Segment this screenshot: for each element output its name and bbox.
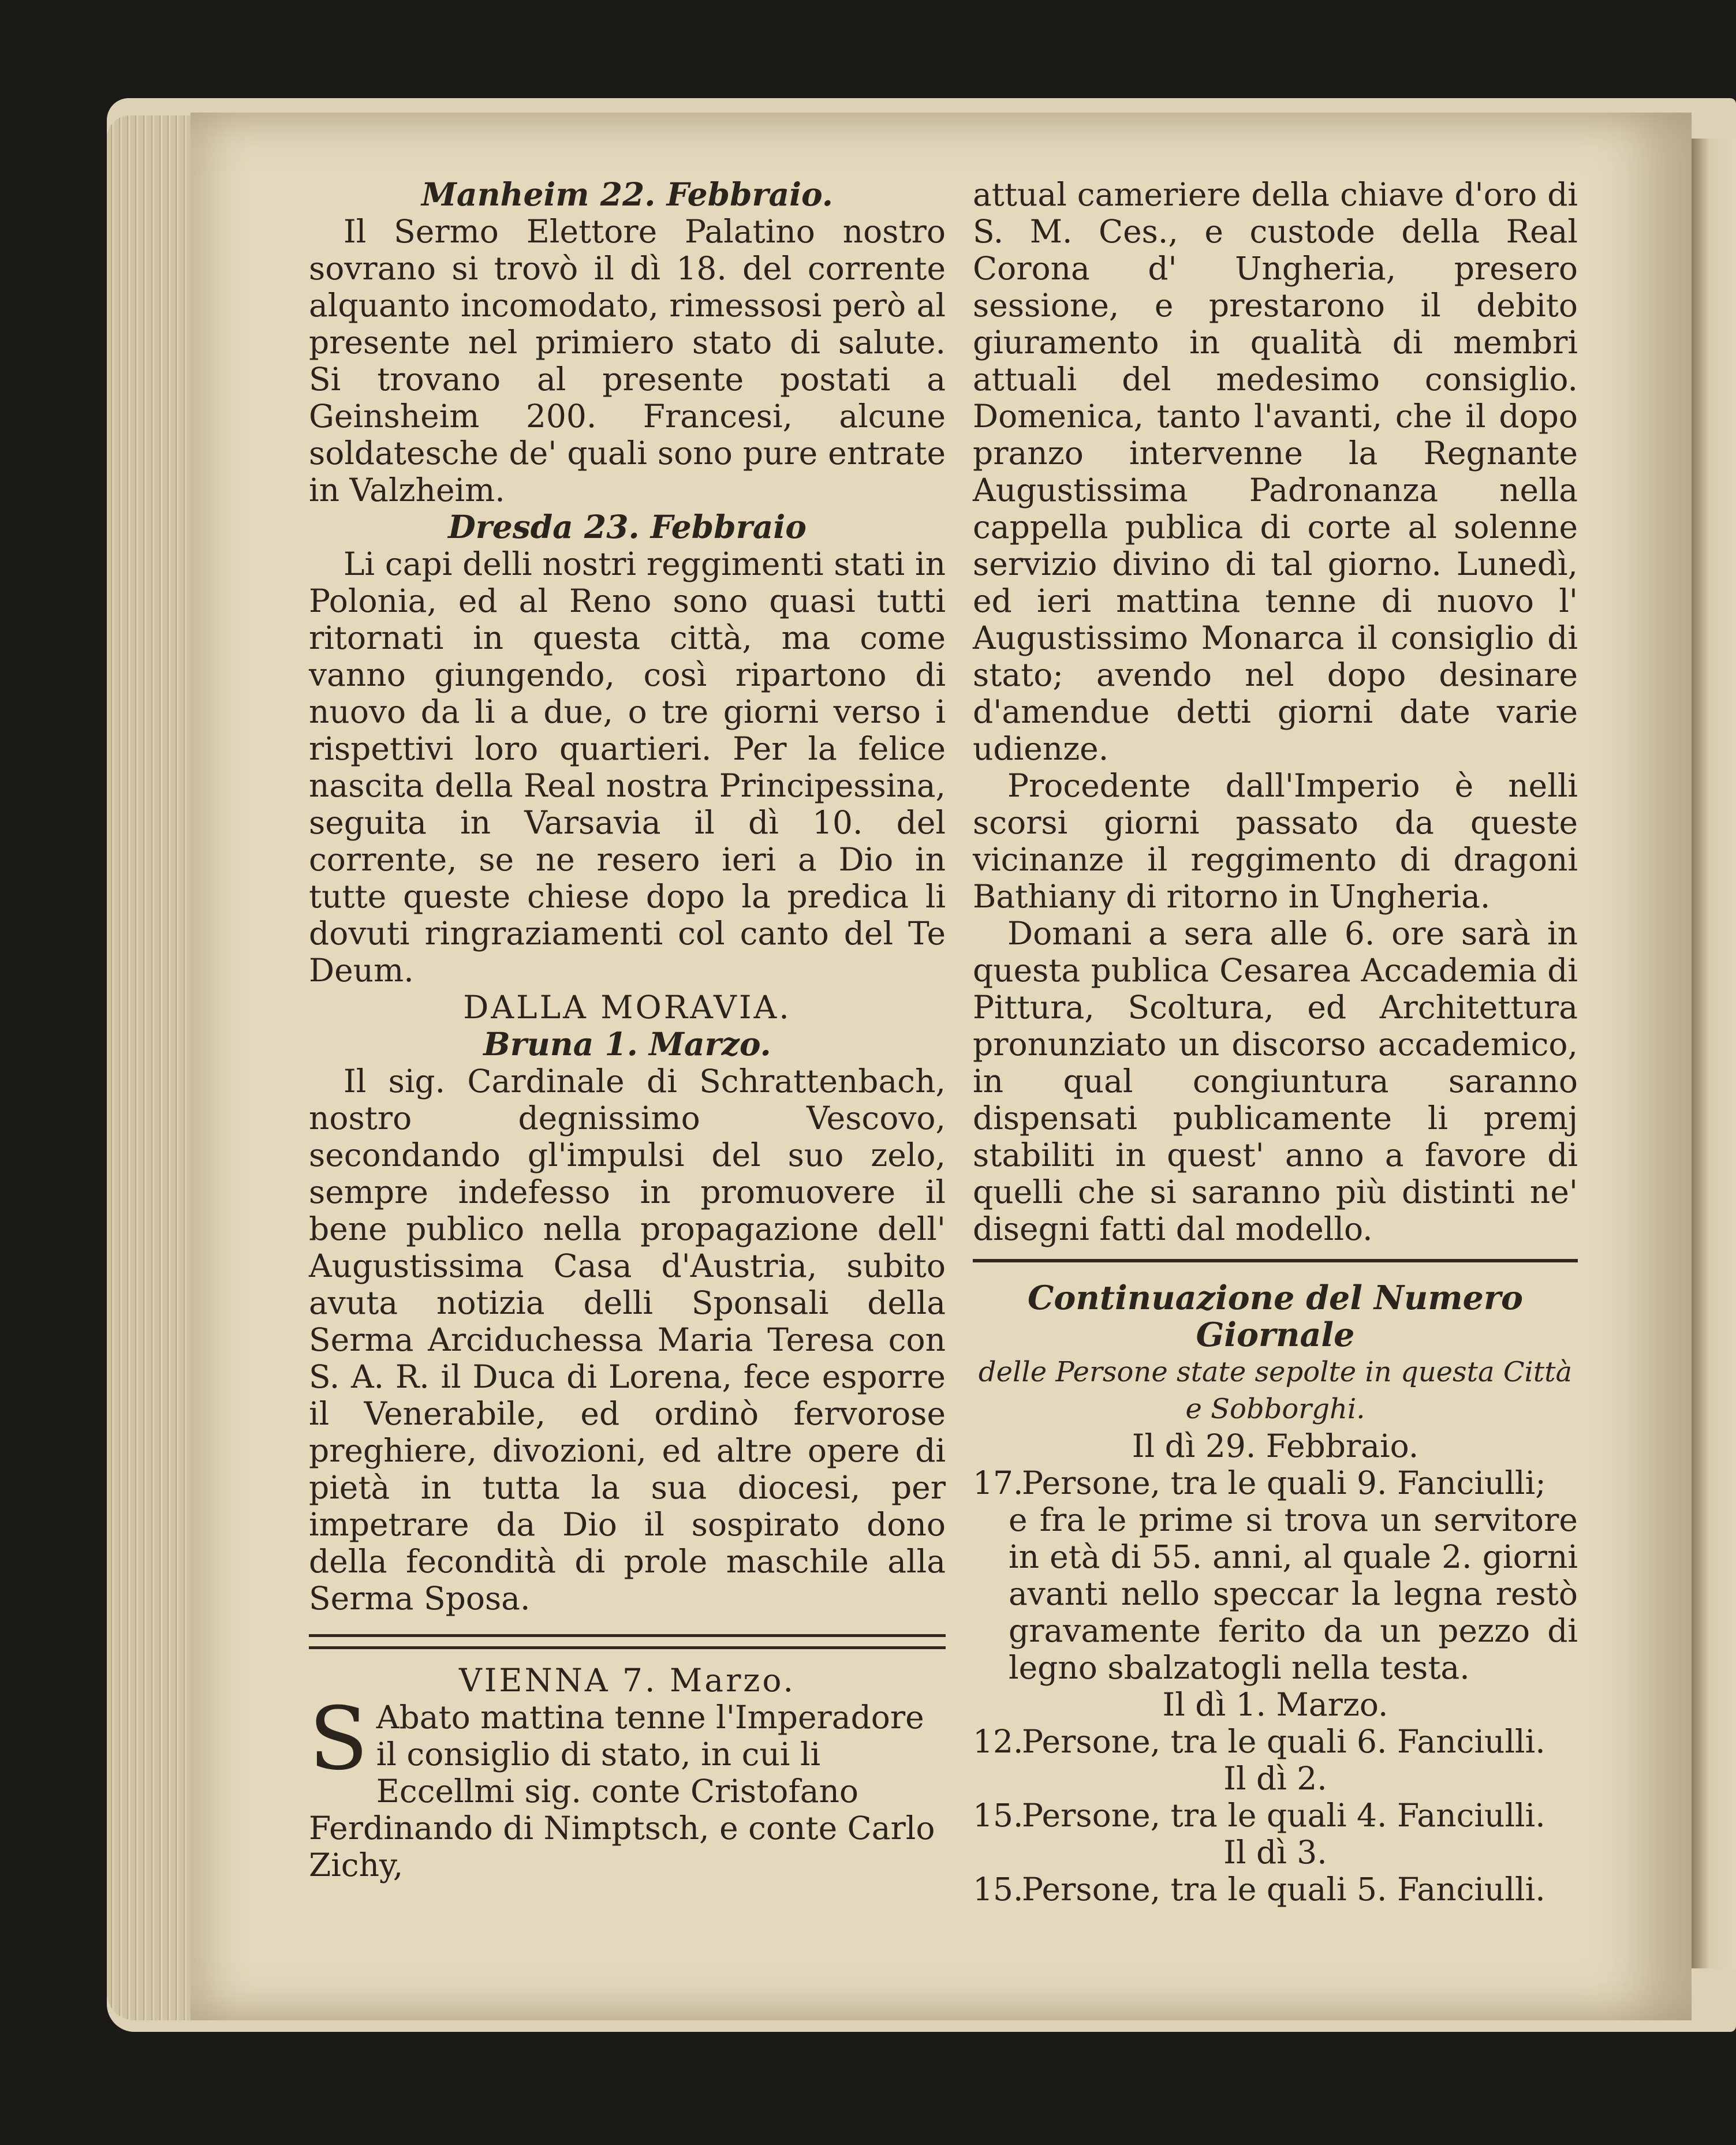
giornale-subtitle-2: e Sobborghi.	[1185, 1393, 1365, 1425]
burial-text: Persone, tra le quali 6. Fanciulli.	[1022, 1723, 1545, 1760]
dateline-dresda: Dresda 23. Febbraio	[448, 508, 807, 545]
article-accademia: Domani a sera alle 6. ore sarà in questa publica Cesarea Accademia di Pittura, Scoltura, ed Architettura pronunziato un discorso accademico, in qual congiuntura saranno dispensati publicamente li premj stabiliti in quest' anno a favore di quelli che si saranno più distinti ne' disegni fatti dal modello.	[973, 915, 1578, 1247]
right-column	[973, 176, 1578, 1908]
burial-count: 12.	[973, 1723, 1024, 1760]
section-divider	[973, 1259, 1578, 1262]
burial-entry	[973, 1723, 1578, 1760]
article-impero: Procedente dall'Imperio è nelli scorsi giorni passato da queste vicinanze il reggimento di dragoni Bathiany di ritorno in Ungheria.	[973, 767, 1578, 915]
dateline-manheim: Manheim 22. Febbraio.	[421, 175, 833, 213]
burial-date: Il dì 3.	[1223, 1834, 1327, 1871]
burial-note: e fra le prime si trova un servitore in età di 55. anni, al quale 2. giorni avanti nello speccar la legna restò gravamente ferito da un pezzo di legno sbalzatogli nella testa.	[1009, 1501, 1578, 1686]
burial-text: Persone, tra le quali 5. Fanciulli.	[1022, 1871, 1545, 1908]
burial-text: Persone, tra le quali 9. Fanciulli;	[1022, 1464, 1546, 1501]
article-bruna: Il sig. Cardinale di Schrattenbach, nostro degnissimo Vescovo, secondando gl'impulsi del suo zelo, sempre indefesso in promuovere il bene publico nella propagazione dell' Augustissima Casa d'Austria, subito avuta notizia delli Sponsali della Serma Arciduchessa Maria Teresa con S. A. R. il Duca di Lorena, fece esporre il Venerabile, ed ordinò fervorose preghiere, divozioni, ed altre opere di pietà in tutta la sua diocesi, per impetrare da Dio il sospirato dono della fecondità di prole maschile alla Serma Sposa.	[309, 1063, 946, 1617]
article-vienna-text: Abato mattina tenne l'Imperadore il consiglio di stato, in cui li Eccellmi sig. conte Cristofano Ferdinando di Nimptsch, e conte Carlo Zichy,	[309, 1699, 935, 1884]
burial-entry	[973, 1797, 1578, 1834]
giornale-subtitle: delle Persone state sepolte in questa Città	[978, 1356, 1573, 1388]
burial-count: 15.	[973, 1871, 1024, 1908]
article-manheim: Il Sermo Elettore Palatino nostro sovrano si trovò il dì 18. del corrente alquanto incomodato, rimessosi però al presente nel primiero stato di salute. Si trovano al presente postati a Geinsheim 200. Francesi, alcune soldatesche de' quali sono pure entrate in Valzheim.	[309, 213, 946, 509]
article-vienna-continued: attual cameriere della chiave d'oro di S. M. Ces., e custode della Real Corona d' Ungheria, presero sessione, e prestarono il debito giuramento in qualità di membri attuali del medesimo consiglio. Domenica, tanto l'avanti, che il dopo pranzo intervenne la Regnante Augustissima Padronanza nella cappella publica di corte al solenne servizio divino di tal giorno. Lunedì, ed ieri mattina tenne di nuovo l' Augustissimo Monarca il consiglio di stato; avendo nel dopo desinare d'amendue detti giorni date varie udienze.	[973, 176, 1578, 767]
giornale-title: Continuazione del Numero Giornale	[1027, 1279, 1523, 1354]
article-dresda: Li capi delli nostri reggimenti stati in Polonia, ed al Reno sono quasi tutti ritornati in questa città, ma come vanno giungendo, così ripartono di nuovo da li a due, o tre giorni verso i rispettivi loro quartieri. Per la felice nascita della Real nostra Principessina, seguita in Varsavia il dì 10. del corrente, se ne resero ieri a Dio in tutte queste chiese dopo la predica li dovuti ringraziamenti col canto del Te Deum.	[309, 545, 946, 989]
burial-text: Persone, tra le quali 4. Fanciulli.	[1022, 1797, 1545, 1834]
dateline-bruna: Bruna 1. Marzo.	[483, 1025, 771, 1063]
drop-cap: S	[309, 1689, 368, 1789]
article-vienna	[309, 1689, 946, 1884]
heading-moravia: DALLA MORAVIA.	[463, 989, 792, 1026]
section-divider	[309, 1634, 946, 1649]
burial-entry	[973, 1464, 1578, 1686]
burial-count: 15.	[973, 1797, 1024, 1834]
burial-date: Il dì 29. Febbraio.	[1132, 1427, 1419, 1464]
facing-page-edge	[1692, 139, 1736, 1968]
heading-vienna: VIENNA 7. Marzo.	[458, 1662, 796, 1699]
burial-entry	[973, 1871, 1578, 1908]
left-column	[309, 176, 946, 1884]
burial-date: Il dì 2.	[1223, 1760, 1327, 1797]
burial-count: 17.	[973, 1464, 1024, 1501]
burial-date: Il dì 1. Marzo.	[1162, 1686, 1388, 1723]
